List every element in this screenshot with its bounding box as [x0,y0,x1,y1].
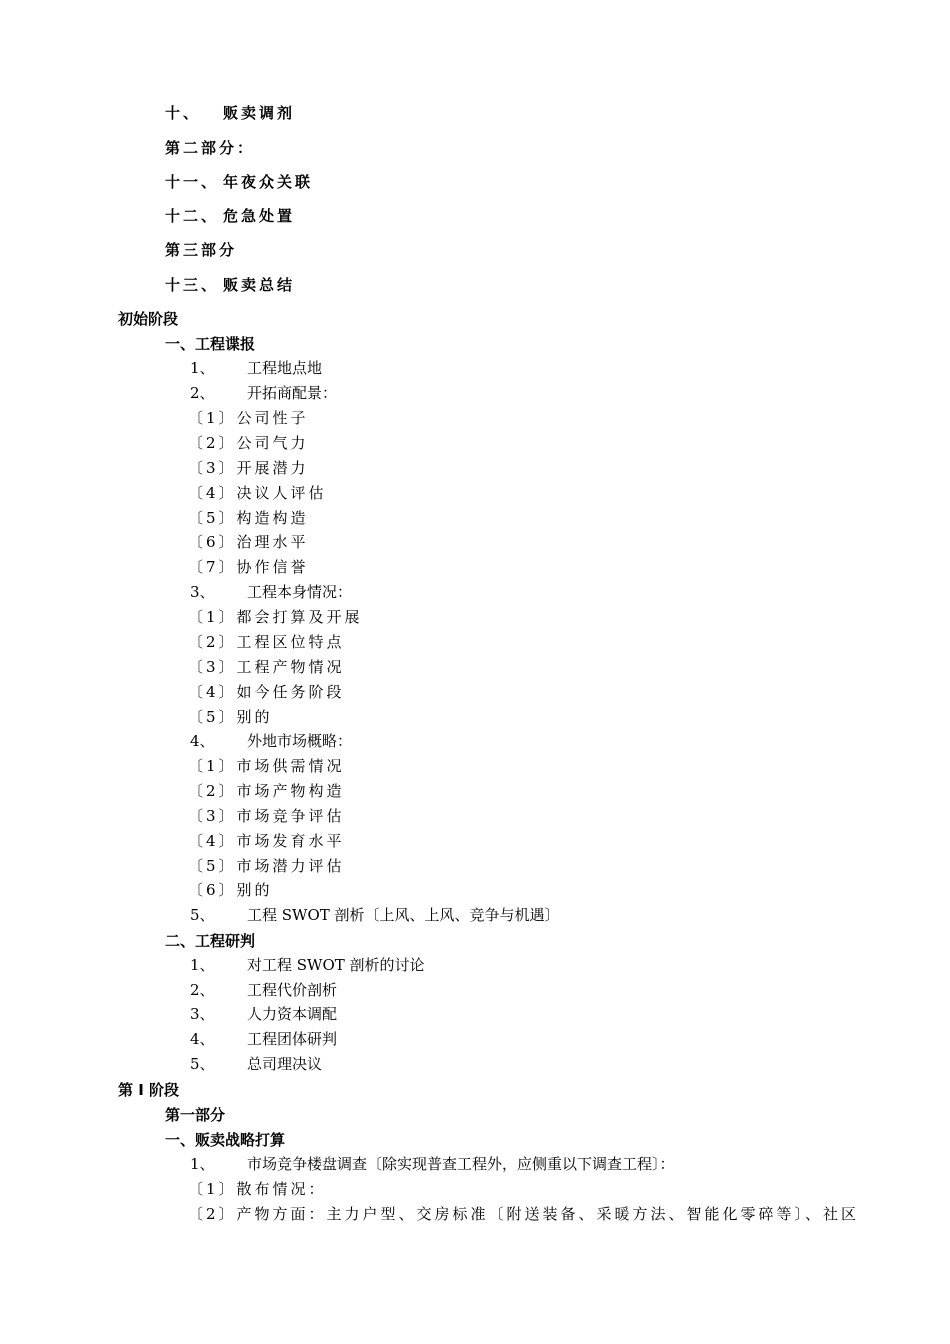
toc-item [165,240,237,260]
list-text: 人力资本调配 [247,1005,338,1023]
list-item [190,731,352,751]
list-item [190,1154,675,1174]
list-text: 开拓商配景： [247,384,338,402]
list-number: 4、 [190,1030,215,1048]
toc-title: 危急处置 [223,207,296,225]
section-heading: 一、贩卖战略打算 [165,1131,286,1149]
toc-number: 十二、 [165,207,220,225]
sub-item: 〔4〕市场发育水平 [188,832,345,850]
list-text: 工程本身情况： [247,583,353,601]
sub-item: 〔3〕市场竞争评估 [188,807,345,825]
sub-item: 〔7〕协作信誉 [188,558,309,576]
toc-title: 第二部分： [165,139,256,157]
sub-item: 〔1〕散布情况： [188,1180,327,1198]
sub-item: 〔1〕公司性子 [188,409,309,427]
list-number: 1、 [190,956,215,974]
list-text: 工程地点地 [247,359,323,377]
list-number: 2、 [190,981,215,999]
toc-title: 贩卖调剂 [223,104,296,122]
sub-item: 〔5〕别的 [188,708,273,726]
toc-item [165,172,313,192]
sub-item: 〔5〕构造构造 [188,509,309,527]
list-number: 1、 [190,1155,215,1173]
list-item [190,1029,337,1049]
list-item [190,905,560,925]
list-item [190,1004,337,1024]
list-text: 总司理决议 [247,1055,323,1073]
sub-item: 〔6〕别的 [188,881,273,899]
toc-number: 十、 [165,104,202,122]
list-item [190,1054,322,1074]
list-number: 2、 [190,384,215,402]
list-item [190,980,337,1000]
list-text: 工程团体研判 [247,1030,338,1048]
list-item [190,383,337,403]
sub-item: 〔4〕如今任务阶段 [188,683,345,701]
list-number: 5、 [190,1055,215,1073]
toc-title: 年夜众关联 [223,173,314,191]
sub-item: 〔2〕工程区位特点 [188,633,345,651]
list-number: 4、 [190,732,215,750]
toc-item [165,206,295,226]
sub-item: 〔2〕产物方面：主力户型、交房标准〔附送装备、采暖方法、智能化零碎等〕、社区 [188,1205,860,1223]
sub-item: 〔3〕开展潜力 [188,459,309,477]
stage-heading: 第 I 阶段 [118,1081,180,1099]
toc-number: 十三、 [165,276,220,294]
list-item [190,955,425,975]
sub-item: 〔4〕决议人评估 [188,484,327,502]
toc-item [165,103,295,123]
list-text: 对工程 SWOT 剖析的讨论 [247,956,425,974]
list-item [190,582,352,602]
sub-item: 〔5〕市场潜力评估 [188,857,345,875]
list-item [190,358,322,378]
list-number: 3、 [190,583,215,601]
list-number: 5、 [190,906,215,924]
sub-item: 〔1〕市场供需情况 [188,757,345,775]
sub-item: 〔2〕公司气力 [188,434,309,452]
toc-number: 十一、 [165,173,220,191]
sub-item: 〔3〕工程产物情况 [188,658,345,676]
sub-item: 〔2〕市场产物构造 [188,782,345,800]
sub-item: 〔6〕治理水平 [188,533,309,551]
list-number: 1、 [190,359,215,377]
toc-item [165,275,295,295]
list-number: 3、 [190,1005,215,1023]
section-heading: 一、工程谍报 [165,335,256,353]
section-heading: 二、工程研判 [165,932,256,950]
part-heading: 第一部分 [165,1106,226,1124]
toc-title: 贩卖总结 [223,276,296,294]
toc-item [165,138,255,158]
list-text: 市场竞争楼盘调查〔除实现普查工程外，应侧重以下调查工程〕： [247,1155,675,1173]
sub-item: 〔1〕都会打算及开展 [188,608,363,626]
list-text: 工程代价剖析 [247,981,338,999]
list-text: 工程 SWOT 剖析〔上风、上风、竞争与机遇〕 [247,906,560,924]
toc-title: 第三部分 [165,241,238,259]
list-text: 外地市场概略： [247,732,353,750]
stage-heading: 初始阶段 [118,310,179,328]
